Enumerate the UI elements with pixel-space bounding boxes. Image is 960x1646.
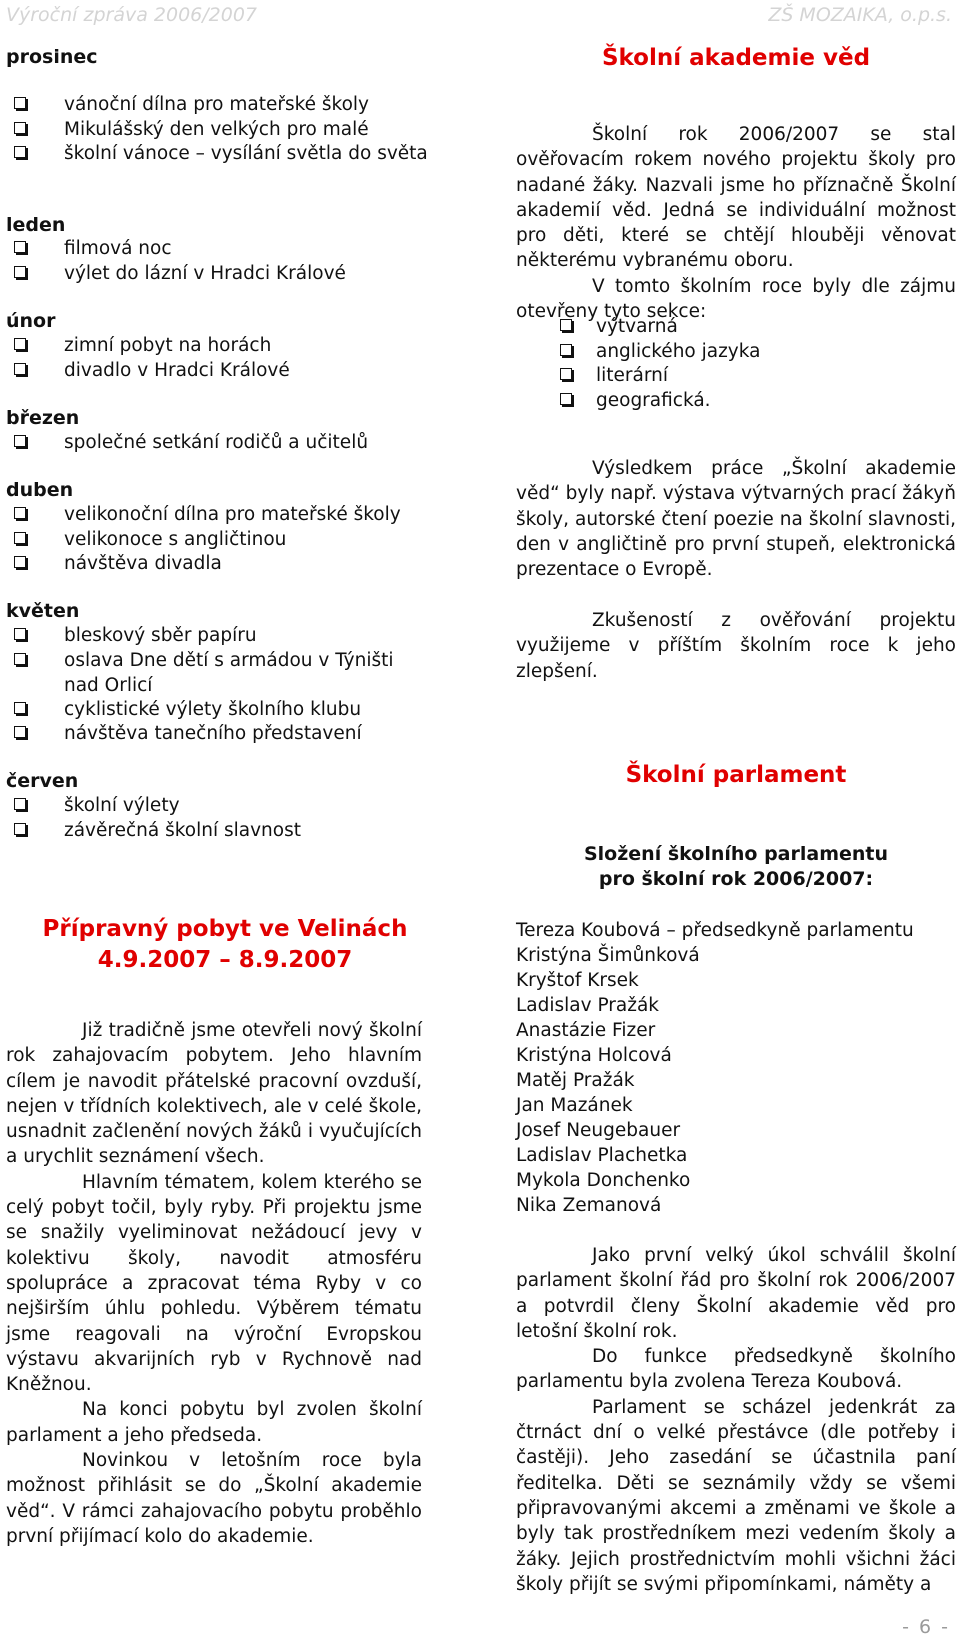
month-heading: duben [6,479,74,501]
list-item: Tereza Koubová – předsedkyně parlamentu [516,920,914,941]
header-title: Výroční zpráva 2006/2007 [6,4,258,26]
month-heading: leden [6,214,66,236]
checkbox-bullet-icon [14,702,26,714]
checkbox-bullet-icon [560,368,572,380]
checkbox-bullet-icon [14,97,26,109]
list-item: Mikulášský den velkých pro malé [64,117,444,142]
paragraph: Výsledkem práce „Školní akademie věd“ byly např. výstava výtvarných prací žákyň školy, autorské čtení poezie na školní slavnosti, den v angličtině pro první stupeň, elektronická prezentace o Evropě. [516,458,956,581]
list-item: návštěva tanečního představení [64,721,444,746]
checkbox-bullet-icon [14,798,26,810]
list-item: zimní pobyt na horách [64,333,444,358]
akademie-results [516,456,956,582]
section-title-velinach: Přípravný pobyt ve Velinách 4.9.2007 – 8.9.2007 [42,916,408,973]
list-item: vánoční dílna pro mateřské školy [64,92,444,117]
paragraph: Hlavním tématem, kolem kterého se celý pobyt točil, byly ryby. Při projektu jsme se snažily vyeliminovat nežádoucí jevy v kolektivu školy, navodit atmosféru spolupráce a zpracovat téma Ryby v co nejširším úhlu pohledu. Výběrem tématu jsme reagovali na výroční Evropskou výstavu akvarijních ryb v Rychnově nad Kněžnou. [6,1171,422,1396]
akademie-conclusion [516,608,956,684]
list-item: Ladislav Plachetka [516,1145,688,1166]
list-item: bleskový sběr papíru [64,623,444,648]
list-item: společné setkání rodičů a učitelů [64,430,444,455]
list-item: divadlo v Hradci Králové [64,358,444,383]
checkbox-bullet-icon [14,435,26,447]
list-item: výtvarná [596,314,678,339]
list-item: závěrečná školní slavnost [64,818,444,843]
list-item: filmová noc [64,236,444,261]
list-item: školní výlety [64,793,444,818]
list-item: Kryštof Krsek [516,970,639,991]
list-item: Kristýna Šimůnková [516,945,700,966]
checkbox-bullet-icon [14,653,26,665]
checkbox-bullet-icon [14,266,26,278]
list-item: Ladislav Pražák [516,995,660,1016]
list-item: Matěj Pražák [516,1070,635,1091]
list-item: Josef Neugebauer [516,1120,681,1141]
paragraph: V tomto školním roce byly dle zájmu otevřeny tyto sekce: [516,275,956,323]
checkbox-bullet-icon [14,122,26,134]
list-item: literární [596,363,668,388]
checkbox-bullet-icon [14,556,26,568]
month-heading: červen [6,770,79,792]
list-item: Kristýna Holcová [516,1045,672,1066]
checkbox-bullet-icon [560,319,572,331]
month-heading: květen [6,600,80,622]
checkbox-bullet-icon [14,363,26,375]
list-item: geografická. [596,388,711,413]
paragraph: Zkušeností z ověřování projektu využijeme v příštím školním roce k jeho zlepšení. [516,610,956,682]
checkbox-bullet-icon [14,241,26,253]
velinach-text [6,1018,422,1549]
list-item: Jan Mazánek [516,1095,633,1116]
list-item: návštěva divadla [64,551,444,576]
list-item: anglického jazyka [596,339,760,364]
month-heading: únor [6,310,56,332]
checkbox-bullet-icon [14,338,26,350]
paragraph: Do funkce předsedkyně školního parlamentu byla zvolena Tereza Koubová. [516,1346,956,1393]
checkbox-bullet-icon [14,628,26,640]
list-item: Anastázie Fizer [516,1020,656,1041]
month-heading: prosinec [6,46,98,68]
checkbox-bullet-icon [14,146,26,158]
list-item: Nika Zemanová [516,1195,662,1216]
checkbox-bullet-icon [14,507,26,519]
list-item: výlet do lázní v Hradci Králové [64,261,444,286]
checkbox-bullet-icon [560,393,572,405]
paragraph: Novinkou v letošním roce byla možnost přihlásit se do „Školní akademie věd“. V rámci zahajovacího pobytu proběhlo první přijímací kolo do akademie. [6,1450,422,1547]
checkbox-bullet-icon [14,532,26,544]
checkbox-bullet-icon [14,823,26,835]
list-item: školní vánoce – vysílání světla do světa [64,141,432,166]
header-school: ZŠ MOZAIKA, o.p.s. [768,4,952,26]
list-item: velikonoční dílna pro mateřské školy [64,502,444,527]
paragraph: Na konci pobytu byl zvolen školní parlament a jeho předseda. [6,1399,422,1446]
paragraph: Jako první velký úkol schválil školní parlament školní řád pro školní rok 2006/2007 a potvrdil členy Školní akademie věd pro letošní školní rok. [516,1245,956,1342]
parlament-subtitle: Složení školního parlamentu pro školní rok 2006/2007: [583,843,889,890]
paragraph: Školní rok 2006/2007 se stal ověřovacím rokem nového projektu školy pro nadané žáky. Nazvali jsme ho příznačně Školní akademií věd. Jedná se individuální možnost pro děti, které se chtějí hlouběji věnovat některému vybranému oboru. [516,124,956,272]
list-item: cyklistické výlety školního klubu [64,697,444,722]
checkbox-bullet-icon [14,726,26,738]
parlament-text [516,1243,956,1597]
month-heading: březen [6,407,80,429]
paragraph: Parlament se scházel jedenkrát za čtrnáct dní o velké přestávce (dle potřeby i častěji). Jeho zasedání se účastnila paní ředitelka. Děti se seznámily vždy se všemi připravovanými akcemi a změnami ve škole a byly tak prostředníkem mezi vedením školy a žáky. Jejich prostřednictvím mohli všichni žáci školy přijít se svými připomínkami, náměty a [516,1396,956,1595]
paragraph: Již tradičně jsme otevřeli nový školní rok zahajovacím pobytem. Jeho hlavním cílem je navodit přátelské pracovní ovzduší, nejen v třídních kolektivech, ale v celé škole, usnadnit začlenění nových žáků i vyučujících a urychlit seznámení všech. [6,1020,422,1168]
section-title-parlament: Školní parlament [625,762,847,788]
checkbox-bullet-icon [560,344,572,356]
page-number: - 6 - [902,1616,950,1638]
section-title-akademie: Školní akademie věd [601,45,871,71]
list-item: oslava Dne dětí s armádou v Týništi nad Orlicí [64,648,424,698]
akademie-text [516,122,956,324]
list-item: velikonoce s angličtinou [64,527,444,552]
list-item: Mykola Donchenko [516,1170,691,1191]
